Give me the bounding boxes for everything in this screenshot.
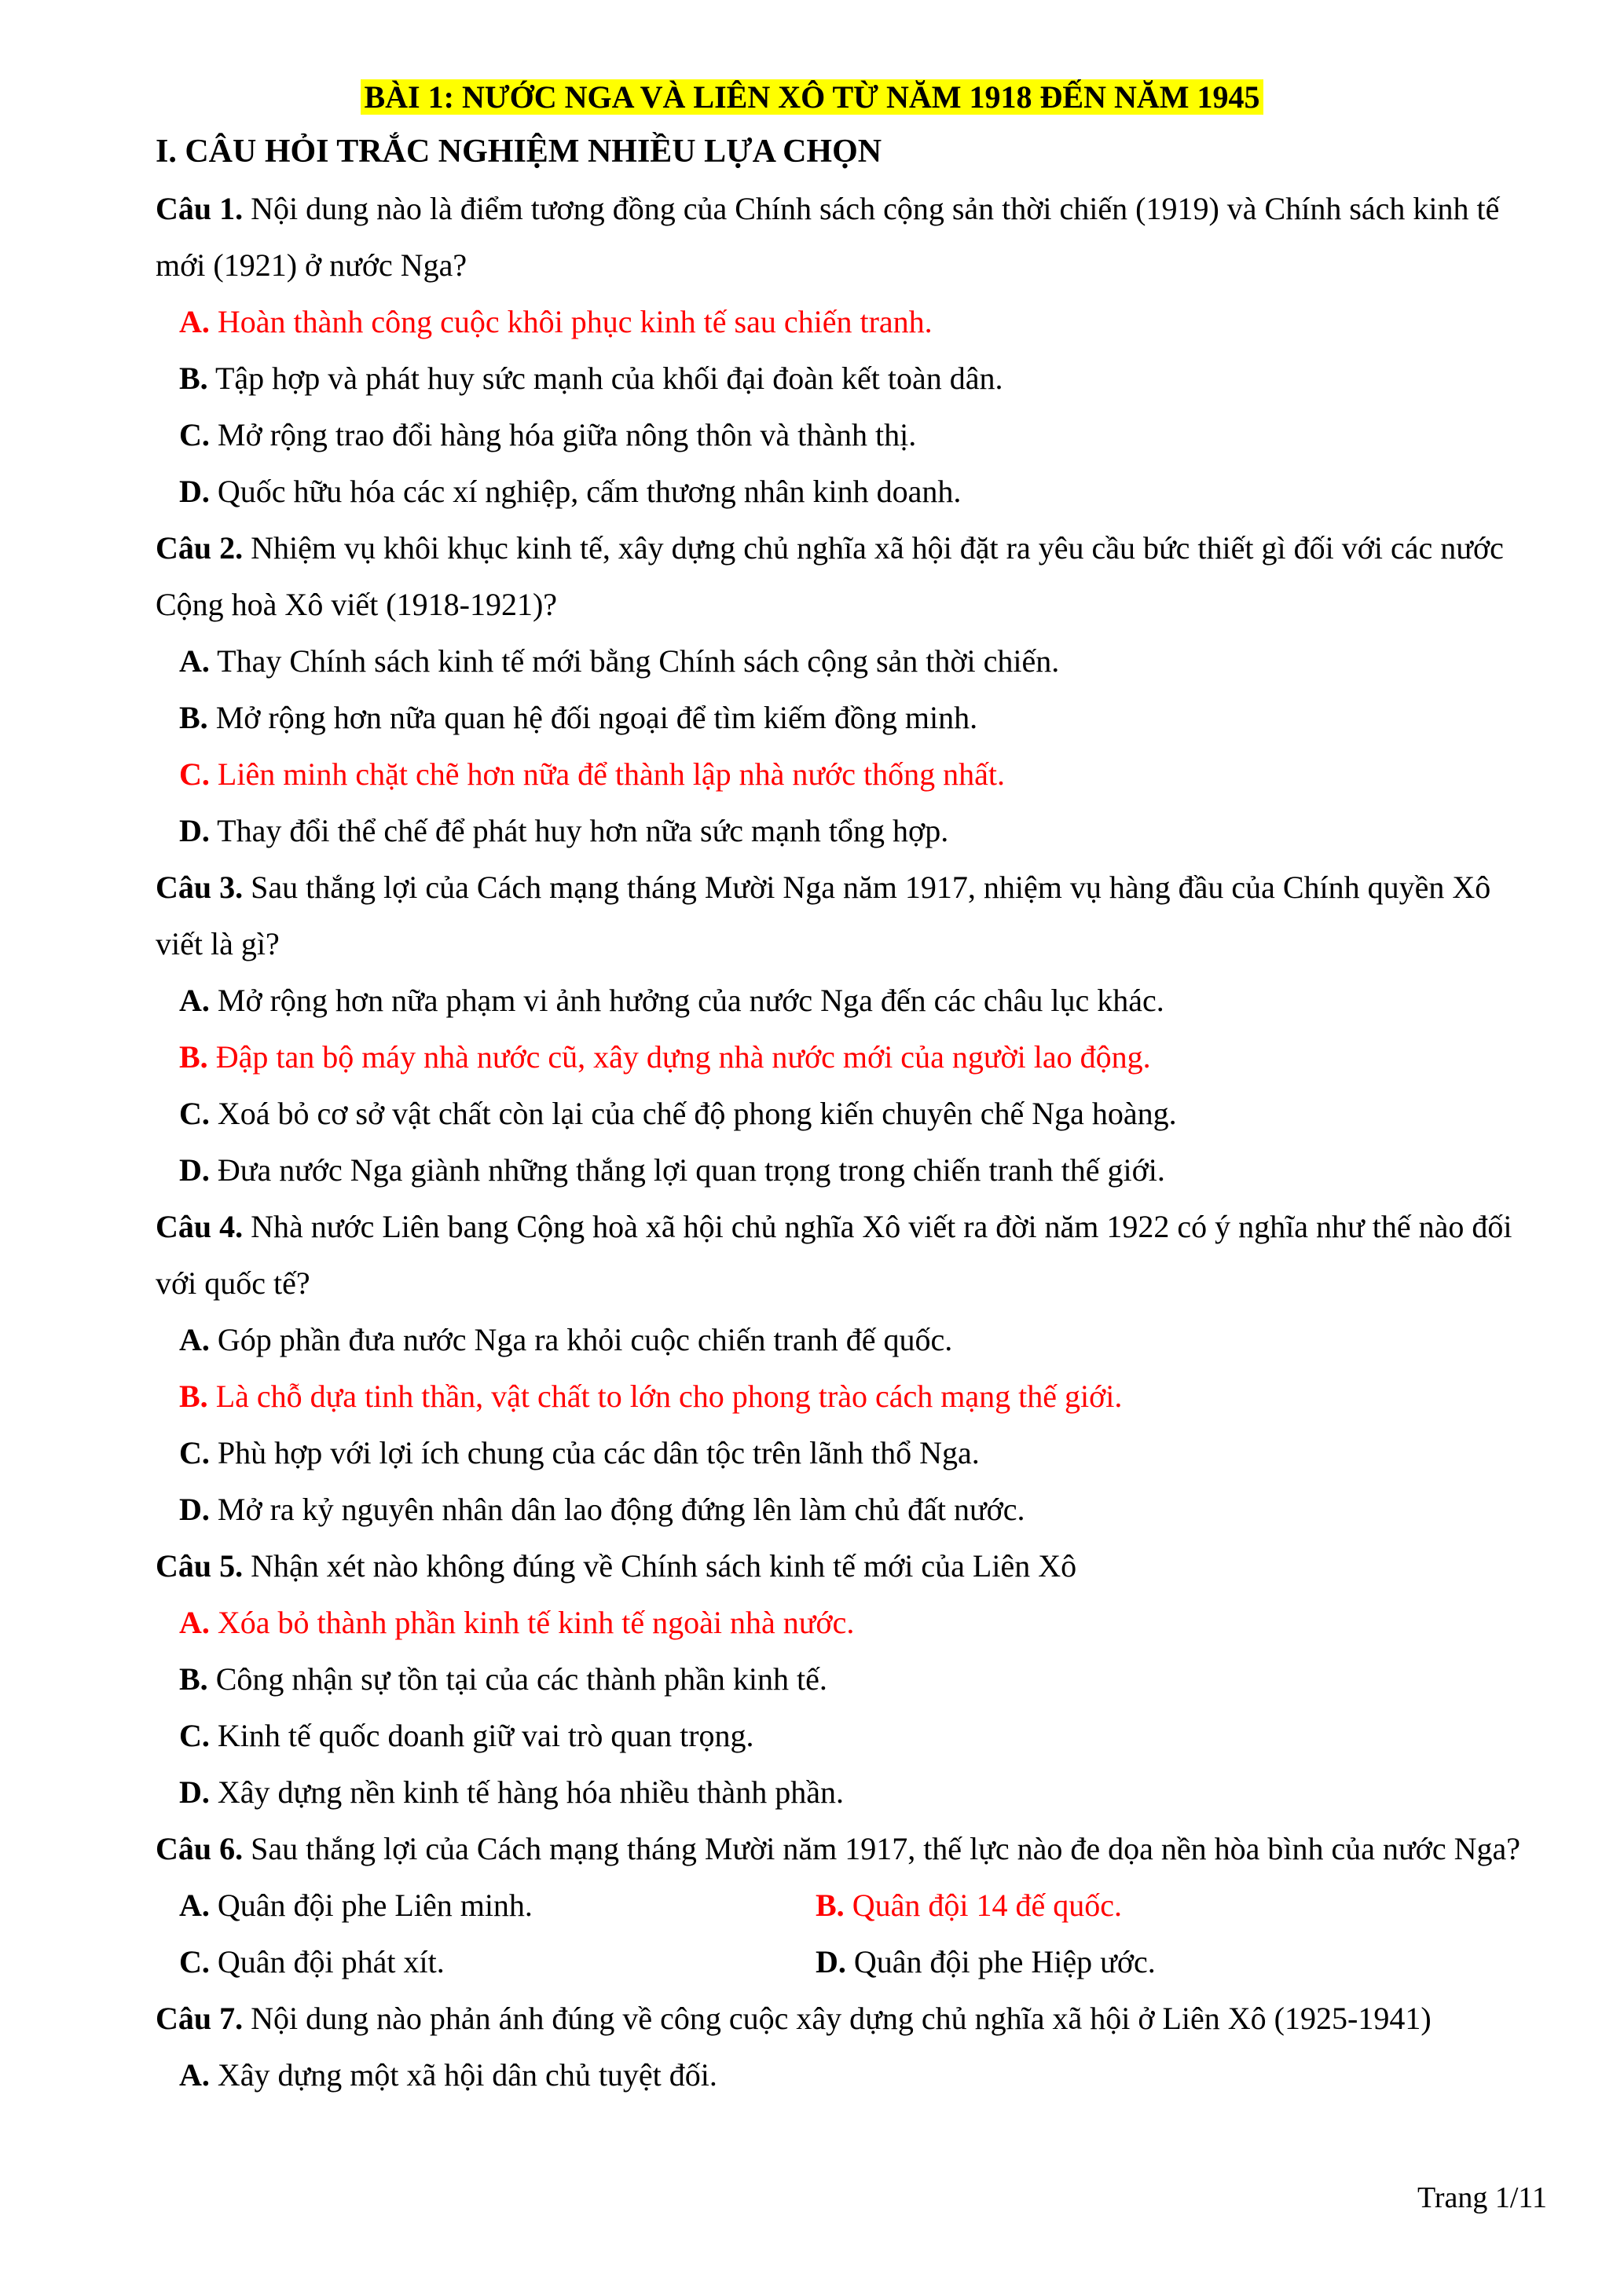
question-4 (156, 1199, 1523, 1312)
question-number: Câu 4. (156, 1209, 244, 1244)
option-5c: C. Kinh tế quốc doanh giữ vai trò quan trọng. (179, 1718, 754, 1753)
question-6 (156, 1821, 1523, 1877)
option-6a: A. Quân đội phe Liên minh. (179, 1888, 533, 1923)
question-number: Câu 6. (156, 1831, 244, 1866)
question-text: Sau thắng lợi của Cách mạng tháng Mười năm 1917, thế lực nào đe dọa nền hòa bình của nước Nga? (251, 1831, 1520, 1866)
option-6d: D. Quân đội phe Hiệp ước. (816, 1944, 1156, 1979)
option-7a: A. Xây dựng một xã hội dân chủ tuyệt đối. (179, 2057, 717, 2093)
option-6b: B. Quân đội 14 đế quốc. (816, 1888, 1122, 1923)
option-3a: A. Mở rộng hơn nữa phạm vi ảnh hưởng của nước Nga đến các châu lục khác. (179, 983, 1164, 1018)
question-text: Nội dung nào là điểm tương đồng của Chính sách cộng sản thời chiến (1919) và Chính sách kinh tế mới (1921) ở nước Nga? (156, 191, 1500, 283)
option-1b: B. Tập hợp và phát huy sức mạnh của khối đại đoàn kết toàn dân. (179, 361, 1003, 396)
option-2a: A. Thay Chính sách kinh tế mới bằng Chính sách cộng sản thời chiến. (179, 643, 1060, 679)
question-number: Câu 2. (156, 530, 244, 566)
question-text: Sau thắng lợi của Cách mạng tháng Mười Nga năm 1917, nhiệm vụ hàng đầu của Chính quyền Xô viết là gì? (156, 870, 1491, 961)
option-1d: D. Quốc hữu hóa các xí nghiệp, cấm thương nhân kinh doanh. (179, 474, 962, 509)
option-5a: A. Xóa bỏ thành phần kinh tế kinh tế ngoài nhà nước. (179, 1605, 855, 1640)
question-3 (156, 859, 1523, 972)
question-text: Nhiệm vụ khôi khục kinh tế, xây dựng chủ nghĩa xã hội đặt ra yêu cầu bức thiết gì đối với các nước Cộng hoà Xô viết (1918-1921)? (156, 530, 1504, 622)
question-7 (156, 1990, 1523, 2047)
option-4d: D. Mở ra kỷ nguyên nhân dân lao động đứng lên làm chủ đất nước. (179, 1492, 1025, 1527)
question-5 (156, 1538, 1523, 1595)
lesson-title-text: BÀI 1: NƯỚC NGA VÀ LIÊN XÔ TỪ NĂM 1918 ĐẾN NĂM 1945 (361, 79, 1263, 115)
question-number: Câu 7. (156, 2001, 244, 2036)
question-2 (156, 520, 1523, 633)
option-4a: A. Góp phần đưa nước Nga ra khỏi cuộc chiến tranh đế quốc. (179, 1322, 953, 1357)
question-number: Câu 1. (156, 191, 244, 226)
option-5b: B. Công nhận sự tồn tại của các thành phần kinh tế. (179, 1661, 827, 1697)
question-number: Câu 3. (156, 870, 244, 905)
option-5d: D. Xây dựng nền kinh tế hàng hóa nhiều thành phần. (179, 1774, 844, 1810)
option-1a: A. Hoàn thành công cuộc khôi phục kinh tế sau chiến tranh. (179, 304, 933, 339)
option-4c: C. Phù hợp với lợi ích chung của các dân tộc trên lãnh thổ Nga. (179, 1435, 980, 1470)
lesson-title (0, 79, 1624, 116)
question-list (156, 181, 1523, 2104)
question-number: Câu 5. (156, 1548, 244, 1584)
question-text: Nội dung nào phản ánh đúng về công cuộc xây dựng chủ nghĩa xã hội ở Liên Xô (1925-1941) (251, 2001, 1432, 2036)
option-2c: C. Liên minh chặt chẽ hơn nữa để thành lập nhà nước thống nhất. (179, 756, 1005, 792)
option-3d: D. Đưa nước Nga giành những thắng lợi quan trọng trong chiến tranh thế giới. (179, 1152, 1165, 1188)
page-number: Trang 1/11 (1417, 2181, 1547, 2214)
option-1c: C. Mở rộng trao đổi hàng hóa giữa nông thôn và thành thị. (179, 417, 917, 452)
option-3c: C. Xoá bỏ cơ sở vật chất còn lại của chế độ phong kiến chuyên chế Nga hoàng. (179, 1096, 1177, 1131)
question-text: Nhận xét nào không đúng về Chính sách kinh tế mới của Liên Xô (251, 1548, 1077, 1584)
option-2d: D. Thay đổi thể chế để phát huy hơn nữa sức mạnh tổng hợp. (179, 813, 949, 848)
question-text: Nhà nước Liên bang Cộng hoà xã hội chủ nghĩa Xô viết ra đời năm 1922 có ý nghĩa như thế nào đối với quốc tế? (156, 1209, 1512, 1301)
question-1 (156, 181, 1523, 294)
option-row (156, 1877, 1523, 1934)
option-6c: C. Quân đội phát xít. (179, 1944, 445, 1979)
section-heading: I. CÂU HỎI TRẮC NGHIỆM NHIỀU LỰA CHỌN (156, 134, 882, 170)
option-row (156, 1934, 1523, 1990)
option-3b: B. Đập tan bộ máy nhà nước cũ, xây dựng nhà nước mới của người lao động. (179, 1039, 1151, 1075)
option-2b: B. Mở rộng hơn nữa quan hệ đối ngoại để tìm kiếm đồng minh. (179, 700, 978, 735)
option-4b: B. Là chỗ dựa tinh thần, vật chất to lớn cho phong trào cách mạng thế giới. (179, 1379, 1123, 1414)
